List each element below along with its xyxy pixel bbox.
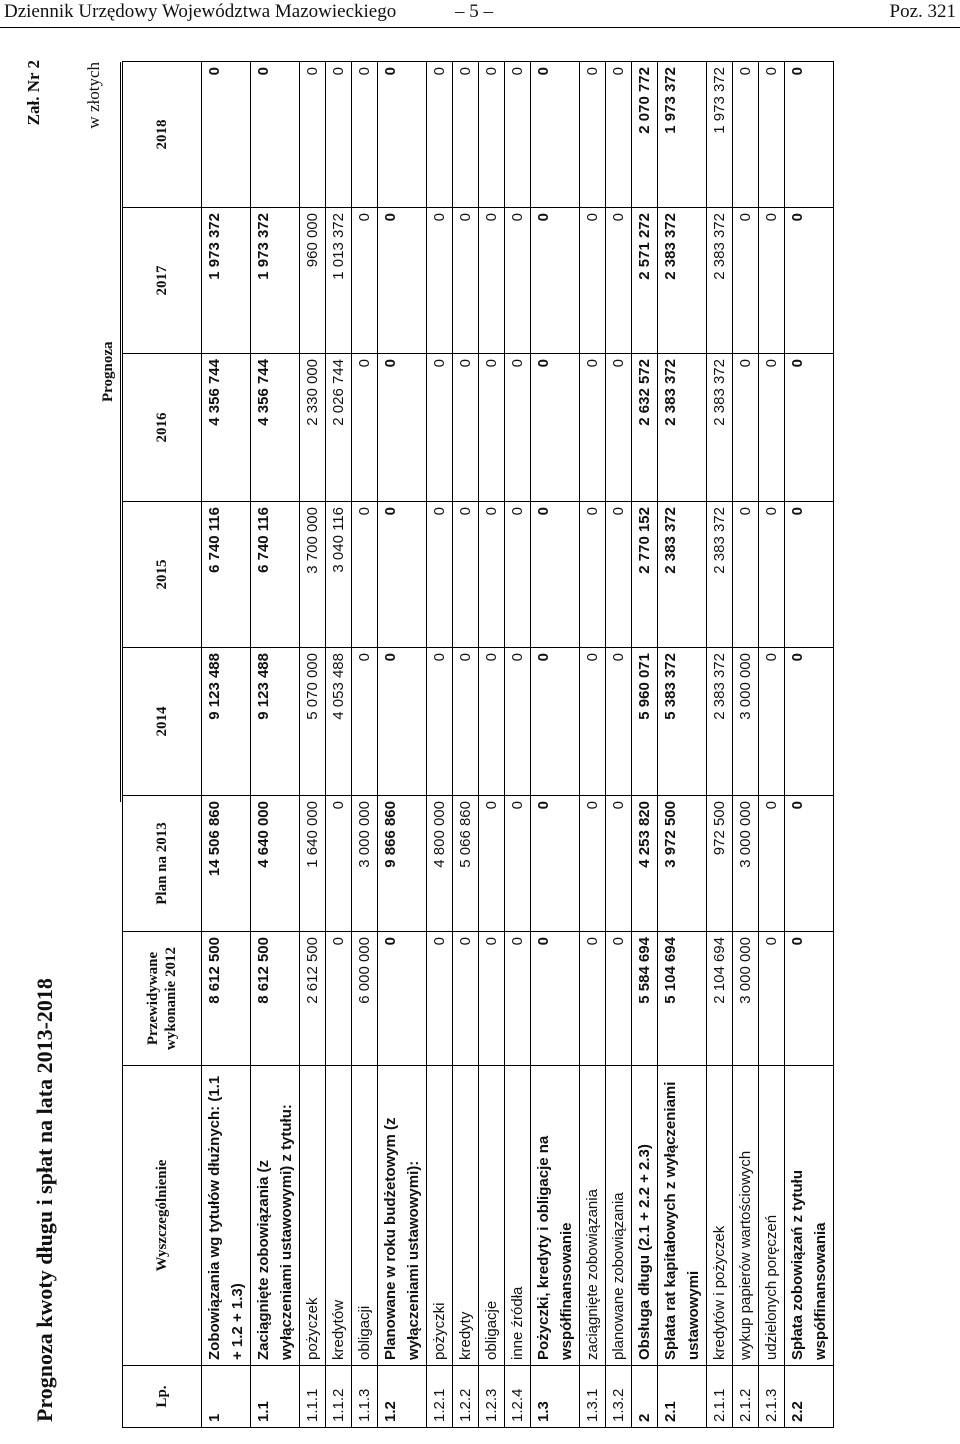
value-cell: 0 — [759, 62, 785, 208]
value-cell: 1 013 372 — [326, 208, 352, 354]
row-number: 1.3 — [531, 1366, 580, 1428]
value-cell: 0 — [531, 62, 580, 208]
value-cell: 4 253 820 — [632, 796, 658, 932]
value-cell: 2 383 372 — [658, 354, 707, 502]
table-row — [658, 62, 707, 1428]
value-cell: 8 612 500 — [202, 932, 251, 1066]
value-cell: 4 800 000 — [427, 796, 453, 932]
value-cell: 5 584 694 — [632, 932, 658, 1066]
value-cell: 8 612 500 — [251, 932, 300, 1066]
row-number: 2.1.1 — [707, 1366, 733, 1428]
value-cell: 0 — [378, 932, 427, 1066]
value-cell: 0 — [785, 648, 834, 796]
table-row — [251, 62, 300, 1428]
row-description: Spłata rat kapitałowych z wyłączeniami ustawowymi — [658, 1066, 707, 1366]
row-number: 2.1 — [658, 1366, 707, 1428]
row-number: 1.1.1 — [300, 1366, 326, 1428]
value-cell: 6 740 116 — [202, 502, 251, 648]
column-header: Wyszczególnienie — [123, 1066, 202, 1366]
value-cell: 0 — [785, 354, 834, 502]
value-cell: 0 — [580, 62, 606, 208]
value-cell: 4 356 744 — [202, 354, 251, 502]
value-cell: 0 — [580, 932, 606, 1066]
value-cell: 0 — [531, 932, 580, 1066]
row-description: pożyczek — [300, 1066, 326, 1366]
value-cell: 5 383 372 — [658, 648, 707, 796]
table-body — [202, 62, 834, 1428]
column-header: Przewidywane wykonanie 2012 — [123, 932, 202, 1066]
value-cell: 0 — [531, 354, 580, 502]
value-cell: 1 973 372 — [251, 208, 300, 354]
value-cell: 0 — [352, 648, 378, 796]
row-description: Planowane w roku budżetowym (z wyłączeniami ustawowymi): — [378, 1066, 427, 1366]
value-cell: 0 — [427, 62, 453, 208]
value-cell: 0 — [479, 796, 505, 932]
row-description: kredytów — [326, 1066, 352, 1366]
table-row — [300, 62, 326, 1428]
value-cell: 2 070 772 — [632, 62, 658, 208]
value-cell: 9 866 860 — [378, 796, 427, 932]
value-cell: 0 — [606, 648, 632, 796]
value-cell: 0 — [785, 62, 834, 208]
value-cell: 0 — [733, 354, 759, 502]
value-cell: 0 — [531, 796, 580, 932]
value-cell: 0 — [733, 62, 759, 208]
value-cell: 0 — [352, 354, 378, 502]
value-cell: 0 — [606, 932, 632, 1066]
row-description: zaciągnięte zobowiązania — [580, 1066, 606, 1366]
table-row — [733, 62, 759, 1428]
value-cell: 0 — [326, 62, 352, 208]
row-description: planowane zobowiązania — [606, 1066, 632, 1366]
value-cell: 3 000 000 — [733, 932, 759, 1066]
row-number: 1 — [202, 1366, 251, 1428]
row-number: 1.3.2 — [606, 1366, 632, 1428]
value-cell: 0 — [531, 502, 580, 648]
value-cell: 0 — [580, 354, 606, 502]
row-description: inne źródła — [505, 1066, 531, 1366]
row-number: 1.2.1 — [427, 1366, 453, 1428]
value-cell: 0 — [733, 502, 759, 648]
debt-forecast-table — [122, 61, 834, 1428]
column-header: Plan na 2013 — [123, 796, 202, 932]
value-cell: 2 383 372 — [707, 354, 733, 502]
table-row — [479, 62, 505, 1428]
value-cell: 0 — [453, 62, 479, 208]
value-cell: 9 123 488 — [251, 648, 300, 796]
value-cell: 2 383 372 — [707, 502, 733, 648]
table-row — [326, 62, 352, 1428]
table-row — [453, 62, 479, 1428]
row-number: 1.1.3 — [352, 1366, 378, 1428]
value-cell: 0 — [378, 502, 427, 648]
value-cell: 2 104 694 — [707, 932, 733, 1066]
value-cell: 9 123 488 — [202, 648, 251, 796]
row-number: 1.3.1 — [580, 1366, 606, 1428]
forecast-divider — [120, 62, 121, 802]
document-title: Prognoza kwoty długu i spłat na lata 2013-2018 — [32, 978, 57, 1422]
value-cell: 0 — [427, 648, 453, 796]
value-cell: 0 — [759, 502, 785, 648]
table-row — [759, 62, 785, 1428]
table-row — [632, 62, 658, 1428]
row-number: 2.1.2 — [733, 1366, 759, 1428]
value-cell: 3 000 000 — [733, 648, 759, 796]
value-cell: 0 — [300, 62, 326, 208]
value-cell: 0 — [785, 796, 834, 932]
value-cell: 0 — [785, 932, 834, 1066]
value-cell: 0 — [580, 796, 606, 932]
row-description: kredyty — [453, 1066, 479, 1366]
value-cell: 0 — [606, 354, 632, 502]
value-cell: 5 104 694 — [658, 932, 707, 1066]
column-header: 2016 — [123, 354, 202, 502]
table-row — [606, 62, 632, 1428]
value-cell: 0 — [326, 932, 352, 1066]
value-cell: 1 973 372 — [707, 62, 733, 208]
row-description: udzielonych poręczeń — [759, 1066, 785, 1366]
value-cell: 0 — [479, 354, 505, 502]
value-cell: 0 — [531, 648, 580, 796]
row-description: wykup papierów wartościowych — [733, 1066, 759, 1366]
value-cell: 2 383 372 — [658, 502, 707, 648]
column-header: 2015 — [123, 502, 202, 648]
rotated-document — [20, 42, 930, 1432]
row-description: obligacje — [479, 1066, 505, 1366]
row-number: 2.1.3 — [759, 1366, 785, 1428]
value-cell: 14 506 860 — [202, 796, 251, 932]
row-number: 2 — [632, 1366, 658, 1428]
value-cell: 2 330 000 — [300, 354, 326, 502]
page-number: – 5 – — [455, 1, 493, 22]
value-cell: 2 383 372 — [707, 208, 733, 354]
position-number: Poz. 321 — [889, 1, 956, 22]
unit-label: w złotych — [84, 62, 103, 129]
value-cell: 0 — [453, 648, 479, 796]
value-cell: 0 — [479, 208, 505, 354]
value-cell: 0 — [505, 648, 531, 796]
table-row — [785, 62, 834, 1428]
value-cell: 0 — [505, 354, 531, 502]
value-cell: 0 — [251, 62, 300, 208]
value-cell: 0 — [606, 502, 632, 648]
row-number: 1.2.2 — [453, 1366, 479, 1428]
value-cell: 4 356 744 — [251, 354, 300, 502]
value-cell: 6 740 116 — [251, 502, 300, 648]
value-cell: 0 — [378, 62, 427, 208]
table-row — [580, 62, 606, 1428]
value-cell: 4 640 000 — [251, 796, 300, 932]
value-cell: 0 — [580, 502, 606, 648]
table-row — [352, 62, 378, 1428]
table-row — [202, 62, 251, 1428]
value-cell: 0 — [352, 62, 378, 208]
value-cell: 0 — [505, 208, 531, 354]
row-description: Obsługa długu (2.1 + 2.2 + 2.3) — [632, 1066, 658, 1366]
value-cell: 0 — [378, 648, 427, 796]
value-cell: 0 — [453, 354, 479, 502]
value-cell: 0 — [453, 502, 479, 648]
value-cell: 1 973 372 — [202, 208, 251, 354]
forecast-label: Prognoza — [100, 341, 116, 402]
column-header: 2014 — [123, 648, 202, 796]
value-cell: 0 — [531, 208, 580, 354]
value-cell: 0 — [606, 208, 632, 354]
column-header: 2018 — [123, 62, 202, 208]
value-cell: 4 053 488 — [326, 648, 352, 796]
value-cell: 3 972 500 — [658, 796, 707, 932]
value-cell: 0 — [202, 62, 251, 208]
row-number: 1.2 — [378, 1366, 427, 1428]
value-cell: 0 — [759, 932, 785, 1066]
value-cell: 0 — [505, 796, 531, 932]
attachment-label: Zał. Nr 2 — [24, 60, 43, 126]
value-cell: 0 — [759, 208, 785, 354]
value-cell: 0 — [733, 208, 759, 354]
row-description: Pożyczki, kredyty i obligacje na współfinansowanie — [531, 1066, 580, 1366]
value-cell: 2 383 372 — [658, 208, 707, 354]
value-cell: 2 383 372 — [707, 648, 733, 796]
value-cell: 3 040 116 — [326, 502, 352, 648]
value-cell: 2 612 500 — [300, 932, 326, 1066]
value-cell: 0 — [427, 208, 453, 354]
value-cell: 2 571 272 — [632, 208, 658, 354]
table-row — [427, 62, 453, 1428]
value-cell: 0 — [453, 208, 479, 354]
table-row — [531, 62, 580, 1428]
value-cell: 5 960 071 — [632, 648, 658, 796]
value-cell: 0 — [427, 502, 453, 648]
value-cell: 0 — [378, 208, 427, 354]
value-cell: 0 — [759, 648, 785, 796]
table-header-row — [123, 62, 202, 1428]
table-row — [505, 62, 531, 1428]
column-header: 2017 — [123, 208, 202, 354]
row-number: 1.2.3 — [479, 1366, 505, 1428]
value-cell: 5 070 000 — [300, 648, 326, 796]
value-cell: 5 066 860 — [453, 796, 479, 932]
value-cell: 972 500 — [707, 796, 733, 932]
value-cell: 6 000 000 — [352, 932, 378, 1066]
row-description: kredytów i pożyczek — [707, 1066, 733, 1366]
value-cell: 0 — [326, 796, 352, 932]
value-cell: 0 — [378, 354, 427, 502]
value-cell: 0 — [505, 932, 531, 1066]
value-cell: 0 — [352, 502, 378, 648]
row-number: 1.1.2 — [326, 1366, 352, 1428]
row-description: Zaciągnięte zobowiązania (z wyłączeniami ustawowymi) z tytułu: — [251, 1066, 300, 1366]
value-cell: 3 000 000 — [733, 796, 759, 932]
value-cell: 1 973 372 — [658, 62, 707, 208]
value-cell: 960 000 — [300, 208, 326, 354]
value-cell: 0 — [606, 796, 632, 932]
page-header — [0, 0, 960, 28]
value-cell: 0 — [505, 62, 531, 208]
value-cell: 0 — [479, 648, 505, 796]
value-cell: 0 — [759, 354, 785, 502]
value-cell: 0 — [352, 208, 378, 354]
value-cell: 0 — [453, 932, 479, 1066]
value-cell: 0 — [479, 62, 505, 208]
row-description: Zobowiązania wg tytułów dłużnych: (1.1 + 1.2 + 1.3) — [202, 1066, 251, 1366]
table-row — [707, 62, 733, 1428]
value-cell: 3 700 000 — [300, 502, 326, 648]
row-number: 2.2 — [785, 1366, 834, 1428]
value-cell: 2 770 152 — [632, 502, 658, 648]
value-cell: 0 — [759, 796, 785, 932]
column-header: Lp. — [123, 1366, 202, 1428]
value-cell: 3 000 000 — [352, 796, 378, 932]
value-cell: 0 — [479, 502, 505, 648]
value-cell: 0 — [427, 932, 453, 1066]
value-cell: 0 — [580, 208, 606, 354]
journal-name: Dziennik Urzędowy Województwa Mazowieckiego — [4, 1, 397, 22]
value-cell: 0 — [785, 208, 834, 354]
value-cell: 0 — [580, 648, 606, 796]
row-description: Spłata zobowiązań z tytułu współfinansowania — [785, 1066, 834, 1366]
value-cell: 2 632 572 — [632, 354, 658, 502]
value-cell: 2 026 744 — [326, 354, 352, 502]
row-number: 1.1 — [251, 1366, 300, 1428]
row-description: pożyczki — [427, 1066, 453, 1366]
row-description: obligacji — [352, 1066, 378, 1366]
value-cell: 0 — [785, 502, 834, 648]
value-cell: 0 — [606, 62, 632, 208]
value-cell: 0 — [505, 502, 531, 648]
value-cell: 0 — [427, 354, 453, 502]
row-number: 1.2.4 — [505, 1366, 531, 1428]
table-row — [378, 62, 427, 1428]
value-cell: 1 640 000 — [300, 796, 326, 932]
value-cell: 0 — [479, 932, 505, 1066]
